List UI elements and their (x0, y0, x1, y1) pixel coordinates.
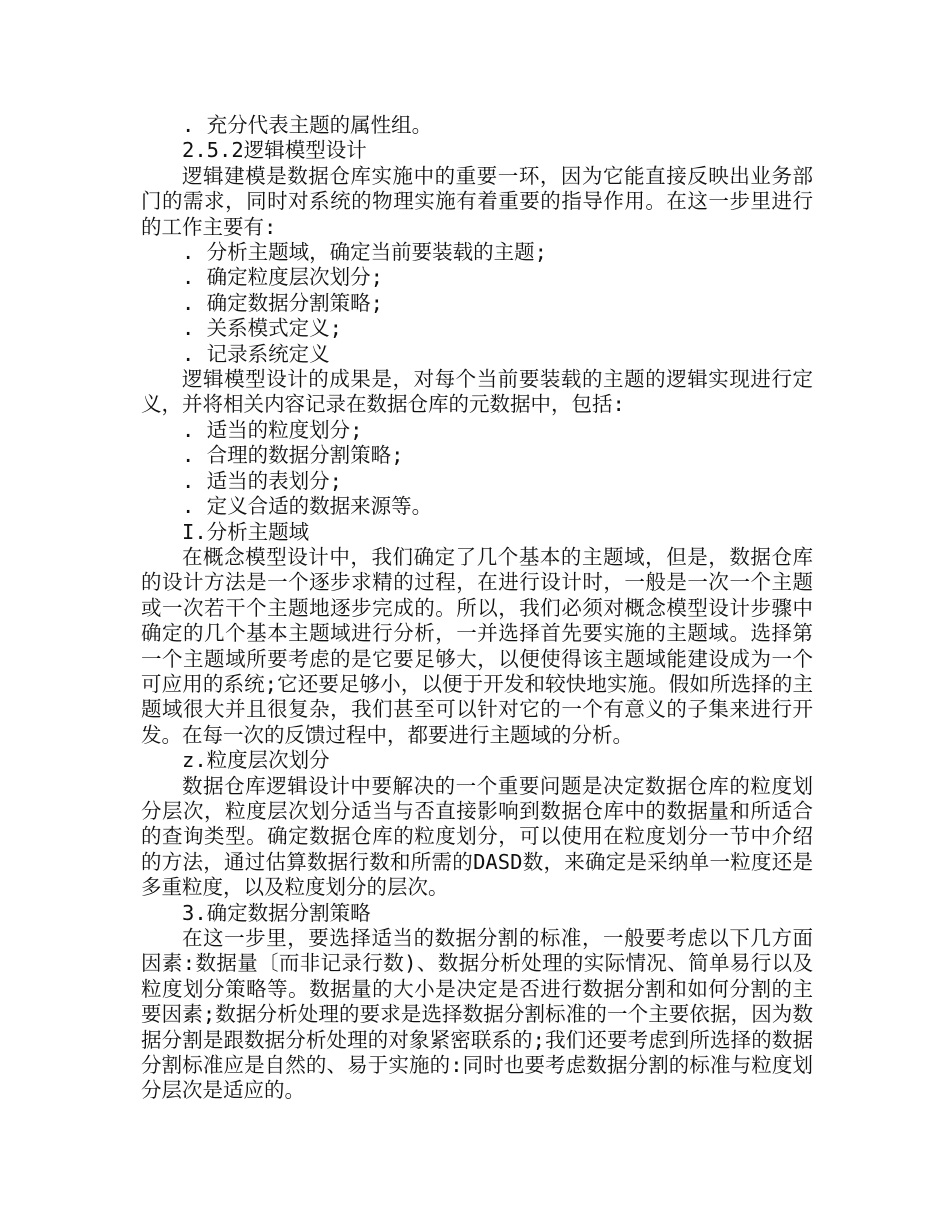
bullet-item: . 适当的粒度划分; (182, 417, 363, 442)
bullet-item: . 定义合适的数据来源等。 (182, 494, 433, 519)
bullet-item: . 充分代表主题的属性组。 (182, 113, 433, 137)
paragraph: 逻辑建模是数据仓库实施中的重要一环，因为它能直接反映出业务部门的需求，同时对系统的物理实施有着重要的指导作用。在这一步里进行的工作主要有: (141, 163, 813, 239)
section-heading: z.粒度层次划分 (182, 748, 330, 773)
bullet-item: . 关系模式定义; (182, 316, 343, 341)
paragraph: 在概念模型设计中，我们确定了几个基本的主题域，但是，数据仓库的设计方法是一个逐步求精的过程，在进行设计时，一般是一次一个主题或一次若干个主题地逐步完成的。所以，我们必须对概念模型设计步骤中确定的几个基本主题域进行分析，一并选择首先要实施的主题域。选择第一个主题域所要考虑的是它要足够大，以便使得该主题域能建设成为一个可应用的系统;它还要足够小，以便于开发和较快地实施。假如所选择的主题域很大并且很复杂，我们甚至可以针对它的一个有意义的子集来进行开发。在每一次的反馈过程中，都要进行主题域的分析。 (141, 544, 813, 747)
section-heading: 2.5.2逻辑模型设计 (182, 138, 367, 163)
bullet-item: . 适当的表划分; (182, 468, 343, 493)
paragraph: 在这一步里，要选择适当的数据分割的标准，一般要考虑以下几方面因素:数据量〔而非记录行数)、数据分析处理的实际情况、简单易行以及粒度划分策略等。数据量的大小是决定是否进行数据分割和如何分割的主要因素;数据分析处理的要求是选择数据分割标准的一个主要依据，因为数据分割是跟数据分析处理的对象紧密联系的;我们还要考虑到所选择的数据分割标准应是自然的、易于实施的:同时也要考虑数据分割的标准与粒度划分层次是适应的。 (141, 926, 813, 1103)
document-body (141, 113, 813, 1104)
bullet-item: . 确定粒度层次划分; (182, 265, 384, 290)
paragraph: 数据仓库逻辑设计中要解决的一个重要问题是决定数据仓库的粒度划分层次，粒度层次划分适当与否直接影响到数据仓库中的数据量和所适合的查询类型。确定数据仓库的粒度划分，可以使用在粒度划分一节中介绍的方法，通过估算数据行数和所需的DASD数，来确定是采纳单一粒度还是多重粒度，以及粒度划分的层次。 (141, 773, 813, 900)
section-heading: 3.确定数据分割策略 (182, 900, 371, 925)
bullet-item: . 记录系统定义 (182, 341, 330, 366)
bullet-item: . 分析主题域，确定当前要装载的主题; (182, 240, 548, 265)
bullet-item: . 确定数据分割策略; (182, 290, 384, 315)
section-heading: I.分析主题域 (182, 519, 310, 544)
bullet-item: . 合理的数据分割策略; (182, 443, 404, 468)
paragraph: 逻辑模型设计的成果是，对每个当前要装载的主题的逻辑实现进行定义，并将相关内容记录在数据仓库的元数据中，包括: (141, 367, 813, 417)
